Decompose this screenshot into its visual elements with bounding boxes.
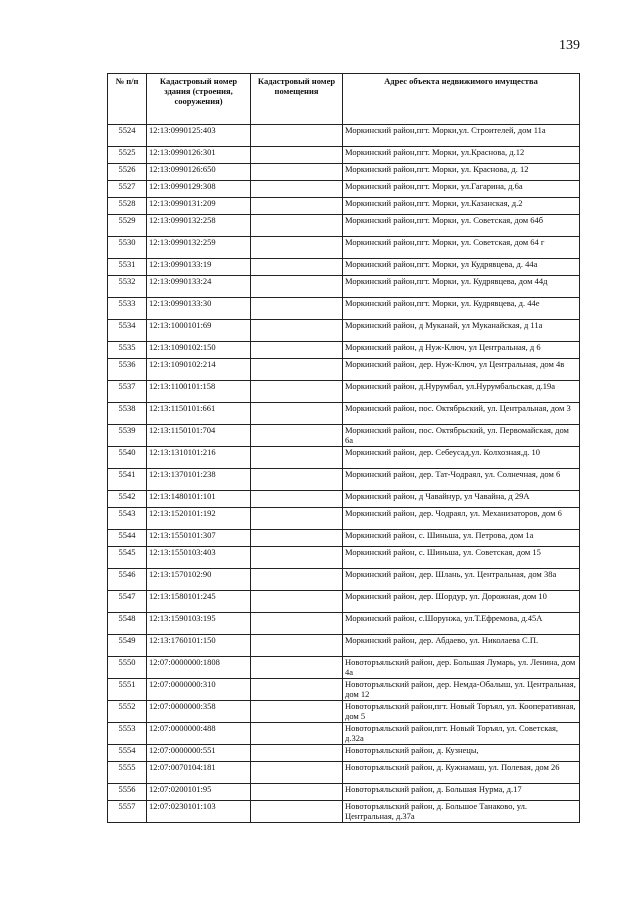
row-number: 5524 bbox=[108, 125, 147, 147]
row-number: 5556 bbox=[108, 784, 147, 801]
room-cadastral-number bbox=[251, 198, 343, 215]
page-number: 139 bbox=[559, 38, 580, 53]
table-row bbox=[108, 745, 580, 762]
row-number: 5557 bbox=[108, 801, 147, 823]
room-cadastral-number bbox=[251, 723, 343, 745]
row-number: 5550 bbox=[108, 657, 147, 679]
row-number: 5536 bbox=[108, 359, 147, 381]
row-number: 5541 bbox=[108, 469, 147, 491]
room-cadastral-number bbox=[251, 701, 343, 723]
row-number: 5526 bbox=[108, 164, 147, 181]
property-address: Моркинский район, дер. Нуж-Ключ, ул Центральная, дом 4в bbox=[343, 359, 580, 381]
building-cadastral-number: 12:13:0990133:19 bbox=[147, 259, 251, 276]
row-number: 5531 bbox=[108, 259, 147, 276]
room-cadastral-number bbox=[251, 613, 343, 635]
property-address: Моркинский район, дер. Абдаево, ул. Николаева С.П. bbox=[343, 635, 580, 657]
building-cadastral-number: 12:13:1150101:704 bbox=[147, 425, 251, 447]
building-cadastral-number: 12:13:1090102:150 bbox=[147, 342, 251, 359]
room-cadastral-number bbox=[251, 215, 343, 237]
table-row bbox=[108, 276, 580, 298]
table-row bbox=[108, 569, 580, 591]
table-row bbox=[108, 237, 580, 259]
table-row bbox=[108, 259, 580, 276]
table-row bbox=[108, 381, 580, 403]
property-address: Моркинский район,пгт. Морки, ул.Гагарина, д.6а bbox=[343, 181, 580, 198]
property-address: Моркинский район,пгт. Морки, ул. Кудрявцева, дом 44д bbox=[343, 276, 580, 298]
building-cadastral-number: 12:13:1760101:150 bbox=[147, 635, 251, 657]
room-cadastral-number bbox=[251, 298, 343, 320]
table-row bbox=[108, 508, 580, 530]
row-number: 5538 bbox=[108, 403, 147, 425]
room-cadastral-number bbox=[251, 237, 343, 259]
building-cadastral-number: 12:13:0990132:258 bbox=[147, 215, 251, 237]
row-number: 5555 bbox=[108, 762, 147, 784]
room-cadastral-number bbox=[251, 181, 343, 198]
row-number: 5548 bbox=[108, 613, 147, 635]
building-cadastral-number: 12:07:0000000:551 bbox=[147, 745, 251, 762]
table-row bbox=[108, 723, 580, 745]
building-cadastral-number: 12:13:0990129:308 bbox=[147, 181, 251, 198]
table-row bbox=[108, 198, 580, 215]
row-number: 5547 bbox=[108, 591, 147, 613]
building-cadastral-number: 12:13:1550103:403 bbox=[147, 547, 251, 569]
room-cadastral-number bbox=[251, 762, 343, 784]
property-address: Моркинский район, пос. Октябрьский, ул. Центральная, дом 3 bbox=[343, 403, 580, 425]
row-number: 5533 bbox=[108, 298, 147, 320]
property-address: Моркинский район, дер. Шлань, ул. Центральная, дом 38а bbox=[343, 569, 580, 591]
property-address: Моркинский район,пгт. Морки, ул Кудрявцева, д. 44а bbox=[343, 259, 580, 276]
room-cadastral-number bbox=[251, 679, 343, 701]
table-row bbox=[108, 403, 580, 425]
row-number: 5545 bbox=[108, 547, 147, 569]
property-address: Новоторъяльский район, дер. Немда-Обалыш, ул. Центральная, дом 12 bbox=[343, 679, 580, 701]
row-number: 5552 bbox=[108, 701, 147, 723]
building-cadastral-number: 12:07:0000000:488 bbox=[147, 723, 251, 745]
table-row bbox=[108, 530, 580, 547]
property-address: Моркинский район,пгт. Морки,ул. Строителей, дом 11а bbox=[343, 125, 580, 147]
property-address: Моркинский район, с.Шорунжа, ул.Т.Ефремова, д.45А bbox=[343, 613, 580, 635]
table-row bbox=[108, 701, 580, 723]
room-cadastral-number bbox=[251, 508, 343, 530]
table-row bbox=[108, 359, 580, 381]
row-number: 5553 bbox=[108, 723, 147, 745]
table-row bbox=[108, 547, 580, 569]
room-cadastral-number bbox=[251, 569, 343, 591]
row-number: 5535 bbox=[108, 342, 147, 359]
property-address: Моркинский район,пгт. Морки, ул. Советская, дом 64 г bbox=[343, 237, 580, 259]
table-row bbox=[108, 298, 580, 320]
property-address: Новоторъяльский район,пгт. Новый Торъял, ул. Советская, д.32а bbox=[343, 723, 580, 745]
property-address: Моркинский район, дер. Тат-Чодраял, ул. Солнечная, дом 6 bbox=[343, 469, 580, 491]
row-number: 5551 bbox=[108, 679, 147, 701]
room-cadastral-number bbox=[251, 530, 343, 547]
room-cadastral-number bbox=[251, 320, 343, 342]
room-cadastral-number bbox=[251, 259, 343, 276]
property-address: Моркинский район,пгт. Морки, ул.Краснова, д.12 bbox=[343, 147, 580, 164]
table-row bbox=[108, 342, 580, 359]
property-address: Моркинский район, дер. Шордур, ул. Дорожная, дом 10 bbox=[343, 591, 580, 613]
table-row bbox=[108, 164, 580, 181]
property-address: Моркинский район, пос. Октябрьский, ул. Первомайская, дом 6а bbox=[343, 425, 580, 447]
row-number: 5543 bbox=[108, 508, 147, 530]
row-number: 5527 bbox=[108, 181, 147, 198]
property-address: Моркинский район, дер. Себеусад,ул. Колхозная,д. 10 bbox=[343, 447, 580, 469]
building-cadastral-number: 12:07:0000000:310 bbox=[147, 679, 251, 701]
header-number: № п/п bbox=[108, 74, 147, 125]
table-row bbox=[108, 425, 580, 447]
table-row bbox=[108, 657, 580, 679]
room-cadastral-number bbox=[251, 657, 343, 679]
building-cadastral-number: 12:13:0990125:403 bbox=[147, 125, 251, 147]
property-address: Новоторъяльский район,пгт. Новый Торъял, ул. Кооперативная, дом 5 bbox=[343, 701, 580, 723]
header-address: Адрес объекта недвижимого имущества bbox=[343, 74, 580, 125]
room-cadastral-number bbox=[251, 635, 343, 657]
building-cadastral-number: 12:13:0990126:301 bbox=[147, 147, 251, 164]
table-row bbox=[108, 215, 580, 237]
row-number: 5537 bbox=[108, 381, 147, 403]
building-cadastral-number: 12:13:0990131:209 bbox=[147, 198, 251, 215]
property-registry-table bbox=[107, 73, 580, 823]
room-cadastral-number bbox=[251, 147, 343, 164]
room-cadastral-number bbox=[251, 381, 343, 403]
building-cadastral-number: 12:07:0070104:181 bbox=[147, 762, 251, 784]
building-cadastral-number: 12:07:0000000:358 bbox=[147, 701, 251, 723]
table-row bbox=[108, 635, 580, 657]
property-address: Новоторъяльский район, д. Кузнецы, bbox=[343, 745, 580, 762]
building-cadastral-number: 12:13:1590103:195 bbox=[147, 613, 251, 635]
room-cadastral-number bbox=[251, 125, 343, 147]
building-cadastral-number: 12:07:0000000:1808 bbox=[147, 657, 251, 679]
building-cadastral-number: 12:13:1000101:69 bbox=[147, 320, 251, 342]
room-cadastral-number bbox=[251, 342, 343, 359]
building-cadastral-number: 12:13:0990126:650 bbox=[147, 164, 251, 181]
property-address: Моркинский район,пгт. Морки, ул.Казанская, д.2 bbox=[343, 198, 580, 215]
table-row bbox=[108, 469, 580, 491]
table-row bbox=[108, 181, 580, 198]
table-row bbox=[108, 125, 580, 147]
row-number: 5532 bbox=[108, 276, 147, 298]
building-cadastral-number: 12:13:1100101:158 bbox=[147, 381, 251, 403]
property-address: Моркинский район, д Нуж-Ключ, ул Центральная, д 6 bbox=[343, 342, 580, 359]
row-number: 5549 bbox=[108, 635, 147, 657]
property-address: Новоторъяльский район, д. Кужнамаш, ул. Полевая, дом 26 bbox=[343, 762, 580, 784]
building-cadastral-number: 12:13:0990132:259 bbox=[147, 237, 251, 259]
building-cadastral-number: 12:07:0230101:103 bbox=[147, 801, 251, 823]
row-number: 5530 bbox=[108, 237, 147, 259]
building-cadastral-number: 12:07:0200101:95 bbox=[147, 784, 251, 801]
building-cadastral-number: 12:13:1480101:101 bbox=[147, 491, 251, 508]
room-cadastral-number bbox=[251, 359, 343, 381]
header-building-cadastral: Кадастровый номер здания (строения, сооружения) bbox=[147, 74, 251, 125]
room-cadastral-number bbox=[251, 425, 343, 447]
building-cadastral-number: 12:13:1090102:214 bbox=[147, 359, 251, 381]
table-row bbox=[108, 591, 580, 613]
room-cadastral-number bbox=[251, 276, 343, 298]
table-header-row bbox=[108, 74, 580, 125]
row-number: 5542 bbox=[108, 491, 147, 508]
row-number: 5539 bbox=[108, 425, 147, 447]
row-number: 5528 bbox=[108, 198, 147, 215]
room-cadastral-number bbox=[251, 469, 343, 491]
property-address: Моркинский район, д Муканай, ул Муканайская, д 11а bbox=[343, 320, 580, 342]
row-number: 5529 bbox=[108, 215, 147, 237]
table-row bbox=[108, 679, 580, 701]
table-row bbox=[108, 320, 580, 342]
table-row bbox=[108, 447, 580, 469]
room-cadastral-number bbox=[251, 491, 343, 508]
table-row bbox=[108, 147, 580, 164]
property-address: Моркинский район,пгт. Морки, ул. Советская, дом 64б bbox=[343, 215, 580, 237]
property-address: Новоторъяльский район, д. Большое Танаково, ул. Центральная, д.37а bbox=[343, 801, 580, 823]
table-row bbox=[108, 613, 580, 635]
property-address: Моркинский район, д Чавайнур, ул Чавайна, д 29А bbox=[343, 491, 580, 508]
building-cadastral-number: 12:13:1570102:90 bbox=[147, 569, 251, 591]
building-cadastral-number: 12:13:1370101:238 bbox=[147, 469, 251, 491]
building-cadastral-number: 12:13:1580101:245 bbox=[147, 591, 251, 613]
header-room-cadastral: Кадастровый номер помещения bbox=[251, 74, 343, 125]
row-number: 5544 bbox=[108, 530, 147, 547]
room-cadastral-number bbox=[251, 784, 343, 801]
room-cadastral-number bbox=[251, 447, 343, 469]
building-cadastral-number: 12:13:1520101:192 bbox=[147, 508, 251, 530]
row-number: 5546 bbox=[108, 569, 147, 591]
room-cadastral-number bbox=[251, 591, 343, 613]
room-cadastral-number bbox=[251, 403, 343, 425]
property-address: Новоторъяльский район, д. Большая Нурма, д.17 bbox=[343, 784, 580, 801]
building-cadastral-number: 12:13:1150101:661 bbox=[147, 403, 251, 425]
building-cadastral-number: 12:13:1310101:216 bbox=[147, 447, 251, 469]
property-address: Моркинский район, с. Шиньша, ул. Петрова, дом 1а bbox=[343, 530, 580, 547]
table-row bbox=[108, 491, 580, 508]
building-cadastral-number: 12:13:0990133:30 bbox=[147, 298, 251, 320]
building-cadastral-number: 12:13:1550101:307 bbox=[147, 530, 251, 547]
row-number: 5525 bbox=[108, 147, 147, 164]
property-address: Моркинский район, д.Нурумбал, ул.Нурумбальская, д.19а bbox=[343, 381, 580, 403]
table-body bbox=[108, 125, 580, 823]
row-number: 5554 bbox=[108, 745, 147, 762]
room-cadastral-number bbox=[251, 801, 343, 823]
table-row bbox=[108, 762, 580, 784]
row-number: 5540 bbox=[108, 447, 147, 469]
table-row bbox=[108, 784, 580, 801]
building-cadastral-number: 12:13:0990133:24 bbox=[147, 276, 251, 298]
property-address: Моркинский район,пгт. Морки, ул. Краснова, д. 12 bbox=[343, 164, 580, 181]
property-address: Моркинский район, с. Шиньша, ул. Советская, дом 15 bbox=[343, 547, 580, 569]
room-cadastral-number bbox=[251, 164, 343, 181]
room-cadastral-number bbox=[251, 745, 343, 762]
room-cadastral-number bbox=[251, 547, 343, 569]
row-number: 5534 bbox=[108, 320, 147, 342]
table-row bbox=[108, 801, 580, 823]
property-address: Моркинский район, дер. Чодраял, ул. Механизаторов, дом 6 bbox=[343, 508, 580, 530]
property-address: Моркинский район,пгт. Морки, ул. Кудрявцева, д. 44е bbox=[343, 298, 580, 320]
property-address: Новоторъяльский район, дер. Большая Лумарь, ул. Ленина, дом 4а bbox=[343, 657, 580, 679]
